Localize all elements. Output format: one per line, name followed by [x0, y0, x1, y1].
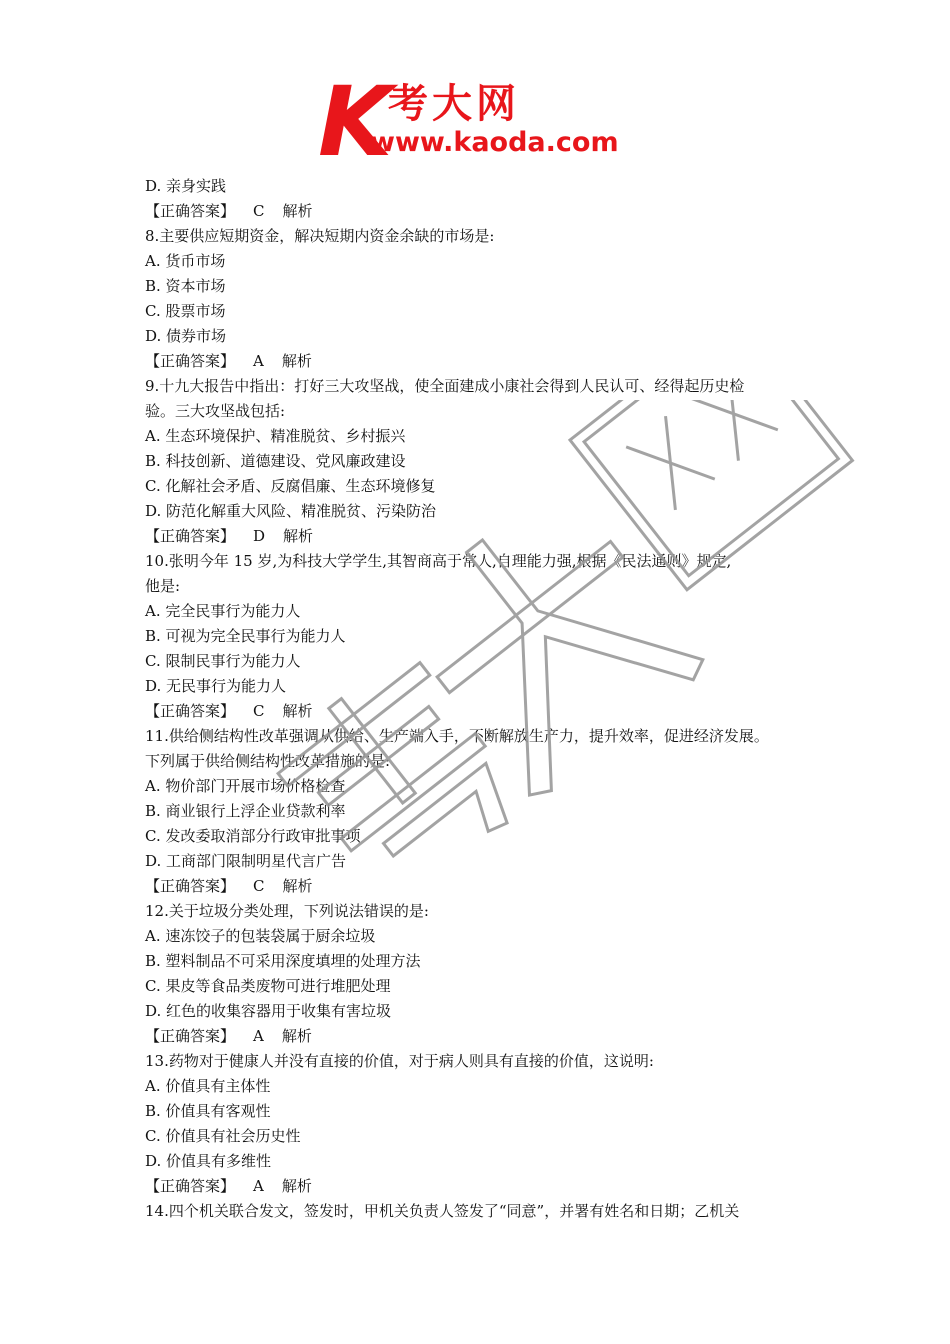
- answer-option: D. 红色的收集容器用于收集有害垃圾: [145, 1002, 392, 1020]
- answer-option: A. 速冻饺子的包装袋属于厨余垃圾: [145, 927, 376, 945]
- answer-option: A. 货币市场: [145, 252, 226, 270]
- logo-k-mark: K: [318, 66, 393, 178]
- answer-line: [145, 874, 815, 899]
- answer-option: C. 限制民事行为能力人: [145, 652, 301, 670]
- answer-value: C: [253, 202, 265, 220]
- answer-option: C. 股票市场: [145, 302, 226, 320]
- analysis-link: 解析: [281, 1177, 312, 1195]
- question-text: 10.张明今年 15 岁,为科技大学学生,其智商高于常人,自理能力强,根据《民法通则》规定,: [145, 552, 732, 570]
- answer-option: B. 科技创新、道德建设、党风廉政建设: [145, 452, 406, 470]
- question-text: 11.供给侧结构性改革强调从供给、生产端入手，不断解放生产力，提升效率，促进经济发展。: [145, 727, 769, 745]
- question-text: 验。三大攻坚战包括:: [145, 402, 286, 420]
- answer-line: [145, 1024, 815, 1049]
- question-text: 他是:: [145, 577, 181, 595]
- answer-line: [145, 1174, 815, 1199]
- answer-option: C. 化解社会矛盾、反腐倡廉、生态环境修复: [145, 477, 436, 495]
- answer-label: 【正确答案】: [145, 702, 236, 720]
- answer-value: D: [253, 527, 266, 545]
- answer-line: [145, 349, 815, 374]
- analysis-link: 解析: [282, 702, 313, 720]
- answer-option: C. 价值具有社会历史性: [145, 1127, 301, 1145]
- answer-value: C: [253, 702, 265, 720]
- analysis-link: 解析: [281, 1027, 312, 1045]
- answer-option: D. 防范化解重大风险、精准脱贫、污染防治: [145, 502, 437, 520]
- answer-line: [145, 524, 815, 549]
- question-text: 9.十九大报告中指出：打好三大攻坚战，使全面建成小康社会得到人民认可、经得起历史检: [145, 377, 745, 395]
- answer-label: 【正确答案】: [145, 877, 236, 895]
- analysis-link: 解析: [281, 352, 312, 370]
- answer-label: 【正确答案】: [145, 352, 236, 370]
- logo-url: www.kaoda.com: [370, 127, 619, 158]
- answer-option: A. 生态环境保护、精准脱贫、乡村振兴: [145, 427, 406, 445]
- answer-option: C. 果皮等食品类废物可进行堆肥处理: [145, 977, 391, 995]
- answer-option: A. 价值具有主体性: [145, 1077, 271, 1095]
- question-list: [145, 174, 815, 1224]
- logo-name: 考大网: [388, 81, 520, 127]
- answer-option: D. 无民事行为能力人: [145, 677, 287, 695]
- answer-option: B. 可视为完全民事行为能力人: [145, 627, 346, 645]
- answer-option: A. 物价部门开展市场价格检查: [145, 777, 346, 795]
- answer-value: C: [253, 877, 265, 895]
- answer-label: 【正确答案】: [145, 527, 236, 545]
- analysis-link: 解析: [282, 877, 313, 895]
- answer-option: C. 发改委取消部分行政审批事项: [145, 827, 361, 845]
- question-text: 13.药物对于健康人并没有直接的价值，对于病人则具有直接的价值，这说明:: [145, 1052, 654, 1070]
- answer-value: A: [253, 1027, 264, 1045]
- analysis-link: 解析: [282, 202, 313, 220]
- answer-label: 【正确答案】: [145, 1177, 236, 1195]
- question-text: 8.主要供应短期资金，解决短期内资金余缺的市场是:: [145, 227, 495, 245]
- question-text: 下列属于供给侧结构性改革措施的是:: [145, 752, 391, 770]
- answer-option: B. 资本市场: [145, 277, 226, 295]
- answer-option: D. 价值具有多维性: [145, 1152, 272, 1170]
- answer-label: 【正确答案】: [145, 202, 236, 220]
- answer-line: [145, 199, 815, 224]
- answer-value: A: [253, 1177, 264, 1195]
- answer-option: B. 商业银行上浮企业贷款利率: [145, 802, 346, 820]
- answer-option: D. 亲身实践: [145, 177, 227, 195]
- answer-line: [145, 699, 815, 724]
- answer-option: B. 塑料制品不可采用深度填埋的处理方法: [145, 952, 421, 970]
- answer-option: B. 价值具有客观性: [145, 1102, 271, 1120]
- answer-option: A. 完全民事行为能力人: [145, 602, 301, 620]
- analysis-link: 解析: [283, 527, 314, 545]
- answer-option: D. 工商部门限制明星代言广告: [145, 852, 347, 870]
- answer-label: 【正确答案】: [145, 1027, 236, 1045]
- question-text: 12.关于垃圾分类处理，下列说法错误的是:: [145, 902, 429, 920]
- question-text: 14.四个机关联合发文，签发时，甲机关负责人签发了“同意”，并署有姓名和日期；乙机关: [145, 1202, 740, 1220]
- answer-value: A: [253, 352, 264, 370]
- answer-option: D. 债券市场: [145, 327, 227, 345]
- kaoda-logo: [318, 66, 638, 178]
